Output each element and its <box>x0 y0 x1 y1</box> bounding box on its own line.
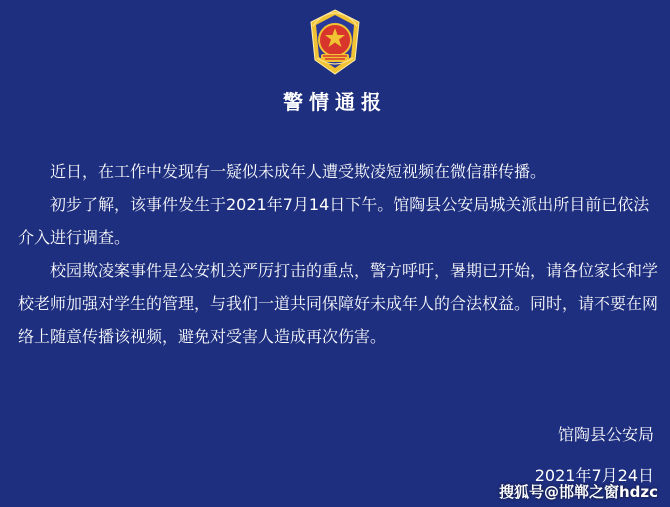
notice-body <box>18 155 658 353</box>
notice-paragraph: 校园欺凌案事件是公安机关严厉打击的重点，警方呼吁，暑期已开始，请各位家长和学校老师加强对学生的管理，与我们一道共同保障好未成年人的合法权益。同时，请不要在网络上随意传播该视频，避免对受害人造成再次伤害。 <box>18 261 659 346</box>
notice-paragraph: 近日，在工作中发现有一疑似未成年人遭受欺凌短视频在微信群传播。 <box>50 162 547 181</box>
notice-paragraph: 初步了解，该事件发生于2021年7月14日下午。馆陶县公安局城关派出所目前已依法介入进行调查。 <box>18 195 650 247</box>
police-emblem-icon <box>303 8 367 76</box>
notice-signature: 馆陶县公安局 <box>557 425 654 444</box>
source-watermark: 搜狐号@邯郸之窗hdzc <box>498 483 658 501</box>
notice-date: 2021年7月24日 <box>534 466 654 485</box>
notice-title: 警情通报 <box>283 90 387 114</box>
